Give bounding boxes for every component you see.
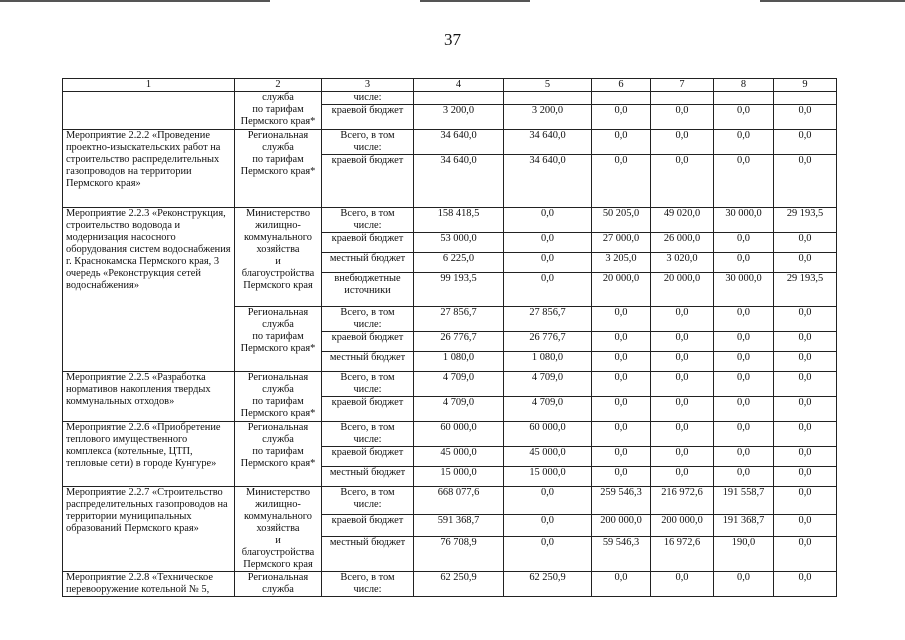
- value-cell: [651, 92, 714, 105]
- value-cell: 0,0: [592, 572, 651, 597]
- value-cell: 99 193,5: [414, 273, 504, 307]
- value-cell: 0,0: [714, 130, 774, 155]
- value-cell: 0,0: [774, 233, 837, 253]
- value-cell: 34 640,0: [414, 155, 504, 208]
- value-cell: 62 250,9: [414, 572, 504, 597]
- value-cell: [592, 92, 651, 105]
- scan-edge-line-1: [0, 0, 270, 2]
- value-cell: 0,0: [714, 422, 774, 447]
- responsible-org-cell: Региональная служба по тарифам Пермского края*: [235, 307, 322, 372]
- column-header: 8: [714, 79, 774, 92]
- value-cell: 0,0: [504, 253, 592, 273]
- value-cell: 216 972,6: [651, 487, 714, 515]
- value-cell: 0,0: [774, 155, 837, 208]
- value-cell: 0,0: [714, 467, 774, 487]
- value-cell: 0,0: [774, 572, 837, 597]
- value-cell: 45 000,0: [504, 447, 592, 467]
- value-cell: 0,0: [504, 536, 592, 571]
- value-cell: 200 000,0: [592, 514, 651, 536]
- activity-name-cell: Мероприятие 2.2.3 «Реконструкция, строительство водовода и модернизация насосного оборудования систем водоснабжения г. Краснокамска Пермского края, 3 очередь «Реконструкция сетей водоснабжения»: [63, 208, 235, 372]
- value-cell: [504, 92, 592, 105]
- table-row: [63, 572, 837, 597]
- value-cell: 15 000,0: [504, 467, 592, 487]
- value-cell: 259 546,3: [592, 487, 651, 515]
- value-cell: 0,0: [774, 253, 837, 273]
- source-cell: краевой бюджет: [322, 397, 414, 422]
- value-cell: 53 000,0: [414, 233, 504, 253]
- value-cell: 27 856,7: [504, 307, 592, 332]
- column-header: 1: [63, 79, 235, 92]
- value-cell: 26 776,7: [504, 332, 592, 352]
- value-cell: 3 205,0: [592, 253, 651, 273]
- value-cell: 0,0: [651, 372, 714, 397]
- value-cell: 0,0: [592, 352, 651, 372]
- value-cell: 4 709,0: [504, 397, 592, 422]
- value-cell: 0,0: [714, 253, 774, 273]
- table-row: [63, 422, 837, 447]
- value-cell: 668 077,6: [414, 487, 504, 515]
- source-cell: Всего, в том числе:: [322, 208, 414, 233]
- value-cell: 0,0: [651, 155, 714, 208]
- value-cell: 4 709,0: [504, 372, 592, 397]
- value-cell: 0,0: [592, 332, 651, 352]
- source-cell: Всего, в том числе:: [322, 572, 414, 597]
- value-cell: 62 250,9: [504, 572, 592, 597]
- value-cell: 34 640,0: [414, 130, 504, 155]
- value-cell: 0,0: [714, 332, 774, 352]
- budget-table: [62, 78, 837, 597]
- activity-name-cell: Мероприятие 2.2.6 «Приобретение теплового имущественного комплекса (котельные, ЦТП, тепловые сети) в городе Кунгуре»: [63, 422, 235, 487]
- value-cell: 0,0: [714, 307, 774, 332]
- source-cell: местный бюджет: [322, 253, 414, 273]
- value-cell: 27 856,7: [414, 307, 504, 332]
- header-row: [63, 79, 837, 92]
- value-cell: 0,0: [714, 572, 774, 597]
- table-row: [63, 208, 837, 233]
- column-header: 2: [235, 79, 322, 92]
- source-cell: краевой бюджет: [322, 233, 414, 253]
- activity-name-cell: Мероприятие 2.2.5 «Разработка нормативов накопления твердых коммунальных отходов»: [63, 372, 235, 422]
- activity-name-cell: [63, 92, 235, 130]
- value-cell: 0,0: [774, 422, 837, 447]
- value-cell: 0,0: [714, 447, 774, 467]
- table-body: [63, 79, 837, 597]
- value-cell: 30 000,0: [714, 273, 774, 307]
- value-cell: 0,0: [774, 352, 837, 372]
- value-cell: 0,0: [714, 352, 774, 372]
- source-cell: Всего, в том числе:: [322, 130, 414, 155]
- table-row: [63, 372, 837, 397]
- source-cell: краевой бюджет: [322, 155, 414, 208]
- value-cell: 0,0: [651, 352, 714, 372]
- source-cell: краевой бюджет: [322, 105, 414, 130]
- value-cell: 158 418,5: [414, 208, 504, 233]
- value-cell: 0,0: [504, 208, 592, 233]
- page-number: 37: [444, 30, 461, 49]
- value-cell: 0,0: [592, 105, 651, 130]
- value-cell: [774, 92, 837, 105]
- source-cell: Всего, в том числе:: [322, 372, 414, 397]
- value-cell: 50 205,0: [592, 208, 651, 233]
- value-cell: 0,0: [651, 467, 714, 487]
- value-cell: 0,0: [774, 536, 837, 571]
- value-cell: 30 000,0: [714, 208, 774, 233]
- responsible-org-cell: Министерство жилищно- коммунального хозяйства и благоустройства Пермского края: [235, 208, 322, 307]
- value-cell: 0,0: [651, 332, 714, 352]
- value-cell: 191 368,7: [714, 514, 774, 536]
- column-header: 5: [504, 79, 592, 92]
- column-header: 7: [651, 79, 714, 92]
- column-header: 6: [592, 79, 651, 92]
- value-cell: 0,0: [592, 447, 651, 467]
- value-cell: 0,0: [714, 233, 774, 253]
- value-cell: 1 080,0: [504, 352, 592, 372]
- value-cell: 1 080,0: [414, 352, 504, 372]
- value-cell: 76 708,9: [414, 536, 504, 571]
- table-row: [63, 130, 837, 155]
- responsible-org-cell: Региональная служба: [235, 572, 322, 597]
- source-cell: внебюджетные источники: [322, 273, 414, 307]
- value-cell: 0,0: [592, 422, 651, 447]
- value-cell: 0,0: [774, 332, 837, 352]
- source-cell: местный бюджет: [322, 467, 414, 487]
- value-cell: 0,0: [714, 155, 774, 208]
- value-cell: 0,0: [651, 397, 714, 422]
- value-cell: 0,0: [651, 422, 714, 447]
- value-cell: 0,0: [592, 397, 651, 422]
- value-cell: 0,0: [774, 447, 837, 467]
- value-cell: 0,0: [592, 467, 651, 487]
- value-cell: 29 193,5: [774, 273, 837, 307]
- table-row: [63, 92, 837, 105]
- value-cell: 0,0: [504, 514, 592, 536]
- source-cell: местный бюджет: [322, 352, 414, 372]
- value-cell: 27 000,0: [592, 233, 651, 253]
- value-cell: 60 000,0: [504, 422, 592, 447]
- value-cell: 0,0: [774, 487, 837, 515]
- value-cell: 0,0: [714, 397, 774, 422]
- value-cell: 4 709,0: [414, 372, 504, 397]
- activity-name-cell: Мероприятие 2.2.2 «Проведение проектно-изыскательских работ на строительство распределительных газопроводов на территории Пермского края»: [63, 130, 235, 208]
- source-cell: краевой бюджет: [322, 514, 414, 536]
- value-cell: 0,0: [651, 130, 714, 155]
- value-cell: 0,0: [651, 307, 714, 332]
- activity-name-cell: Мероприятие 2.2.7 «Строительство распределительных газопроводов на территории муниципальных образований Пермского края»: [63, 487, 235, 572]
- source-cell: краевой бюджет: [322, 332, 414, 352]
- source-cell: Всего, в том числе:: [322, 422, 414, 447]
- value-cell: 0,0: [651, 105, 714, 130]
- value-cell: [714, 92, 774, 105]
- value-cell: 26 776,7: [414, 332, 504, 352]
- value-cell: 59 546,3: [592, 536, 651, 571]
- value-cell: 0,0: [592, 372, 651, 397]
- value-cell: 34 640,0: [504, 155, 592, 208]
- source-cell: краевой бюджет: [322, 447, 414, 467]
- value-cell: 591 368,7: [414, 514, 504, 536]
- responsible-org-cell: Региональная служба по тарифам Пермского края*: [235, 130, 322, 208]
- value-cell: 0,0: [714, 105, 774, 130]
- value-cell: 0,0: [774, 130, 837, 155]
- responsible-org-cell: Региональная служба по тарифам Пермского края*: [235, 422, 322, 487]
- activity-name-cell: Мероприятие 2.2.8 «Техническое перевооружение котельной № 5,: [63, 572, 235, 597]
- value-cell: 49 020,0: [651, 208, 714, 233]
- value-cell: 3 020,0: [651, 253, 714, 273]
- value-cell: 60 000,0: [414, 422, 504, 447]
- column-header: 9: [774, 79, 837, 92]
- value-cell: 0,0: [504, 233, 592, 253]
- value-cell: 0,0: [774, 514, 837, 536]
- responsible-org-cell: Региональная служба по тарифам Пермского края*: [235, 372, 322, 422]
- value-cell: 0,0: [592, 130, 651, 155]
- value-cell: 0,0: [504, 487, 592, 515]
- value-cell: 0,0: [774, 372, 837, 397]
- source-cell: Всего, в том числе:: [322, 487, 414, 515]
- value-cell: 16 972,6: [651, 536, 714, 571]
- value-cell: [414, 92, 504, 105]
- source-cell: Всего, в том числе:: [322, 307, 414, 332]
- value-cell: 0,0: [774, 397, 837, 422]
- value-cell: 0,0: [651, 447, 714, 467]
- scan-edge-line-3: [760, 0, 905, 2]
- value-cell: 45 000,0: [414, 447, 504, 467]
- value-cell: 0,0: [774, 467, 837, 487]
- value-cell: 0,0: [504, 273, 592, 307]
- responsible-org-cell: служба по тарифам Пермского края*: [235, 92, 322, 130]
- source-cell: числе:: [322, 92, 414, 105]
- value-cell: 190,0: [714, 536, 774, 571]
- value-cell: 4 709,0: [414, 397, 504, 422]
- value-cell: 0,0: [714, 372, 774, 397]
- value-cell: 0,0: [592, 155, 651, 208]
- table-row: [63, 487, 837, 515]
- column-header: 4: [414, 79, 504, 92]
- value-cell: 34 640,0: [504, 130, 592, 155]
- value-cell: 3 200,0: [414, 105, 504, 130]
- value-cell: 15 000,0: [414, 467, 504, 487]
- value-cell: 0,0: [592, 307, 651, 332]
- column-header: 3: [322, 79, 414, 92]
- value-cell: 200 000,0: [651, 514, 714, 536]
- value-cell: 26 000,0: [651, 233, 714, 253]
- value-cell: 0,0: [774, 105, 837, 130]
- source-cell: местный бюджет: [322, 536, 414, 571]
- responsible-org-cell: Министерство жилищно- коммунального хозяйства и благоустройства Пермского края: [235, 487, 322, 572]
- value-cell: 20 000,0: [651, 273, 714, 307]
- value-cell: 29 193,5: [774, 208, 837, 233]
- value-cell: 0,0: [651, 572, 714, 597]
- value-cell: 0,0: [774, 307, 837, 332]
- value-cell: 191 558,7: [714, 487, 774, 515]
- value-cell: 20 000,0: [592, 273, 651, 307]
- value-cell: 3 200,0: [504, 105, 592, 130]
- scan-edge-line-2: [420, 0, 530, 2]
- value-cell: 6 225,0: [414, 253, 504, 273]
